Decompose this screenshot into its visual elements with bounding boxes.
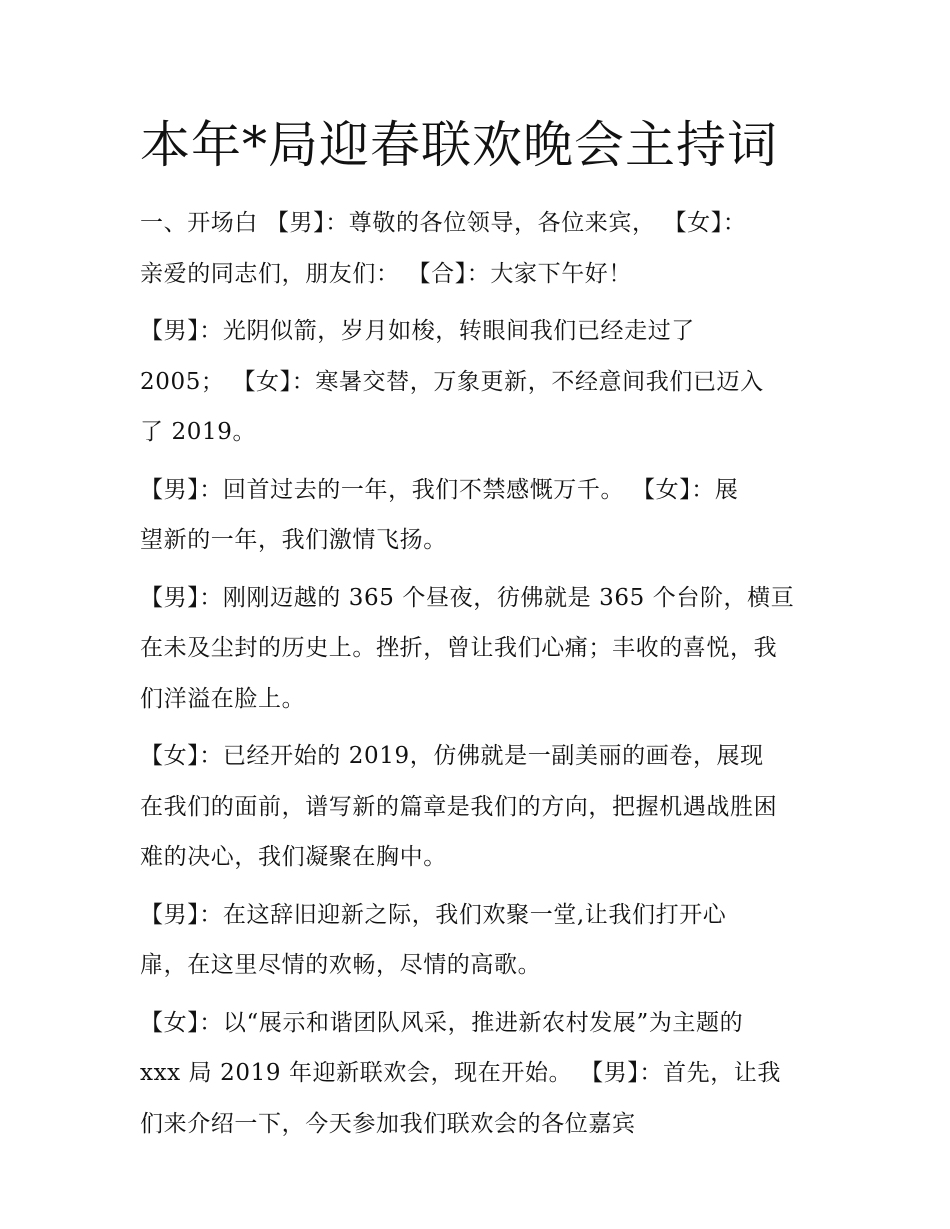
paragraph-looking-back: 【男】：回首过去的一年，我们不禁感慨万千。 【女】：展 望新的一年，我们激情飞扬。	[140, 476, 739, 553]
paragraph-opening: 一、开场白 【男】：尊敬的各位领导，各位来宾， 【女】： 亲爱的同志们，朋友们： 【合】：大家下午好！	[140, 210, 747, 287]
paragraph-gathering: 【男】：在这辞旧迎新之际，我们欢聚一堂,让我们打开心 扉，在这里尽情的欢畅，尽情的高歌。	[140, 901, 727, 978]
paragraph-time-passing: 【男】：光阴似箭，岁月如梭，转眼间我们已经走过了 2005； 【女】：寒暑交替，万象更新，不经意间我们已迈入 了 2019。	[140, 318, 764, 445]
document-page	[140, 100, 820, 1156]
document-body	[140, 198, 820, 1149]
paragraph-365-days: 【男】：刚刚迈越的 365 个昼夜，彷佛就是 365 个台阶，横亘 在未及尘封的历史上。挫折，曾让我们心痛；丰收的喜悦，我 们洋溢在脸上。	[140, 584, 795, 712]
paragraph-new-year-scroll: 【女】：已经开始的 2019，仿佛就是一副美丽的画卷，展现 在我们的面前，谱写新的篇章是我们的方向，把握机遇战胜困 难的决心，我们凝聚在胸中。	[140, 743, 778, 870]
paragraph-theme-start: 【女】：以“展示和谐团队风采，推进新农村发展”为主题的 xxx 局 2019 年迎新联欢会，现在开始。 【男】：首先，让我 们来介绍一下，今天参加我们联欢会的各位嘉宾	[140, 1009, 781, 1137]
document-title: 本年*局迎春联欢晚会主持词	[140, 116, 778, 174]
